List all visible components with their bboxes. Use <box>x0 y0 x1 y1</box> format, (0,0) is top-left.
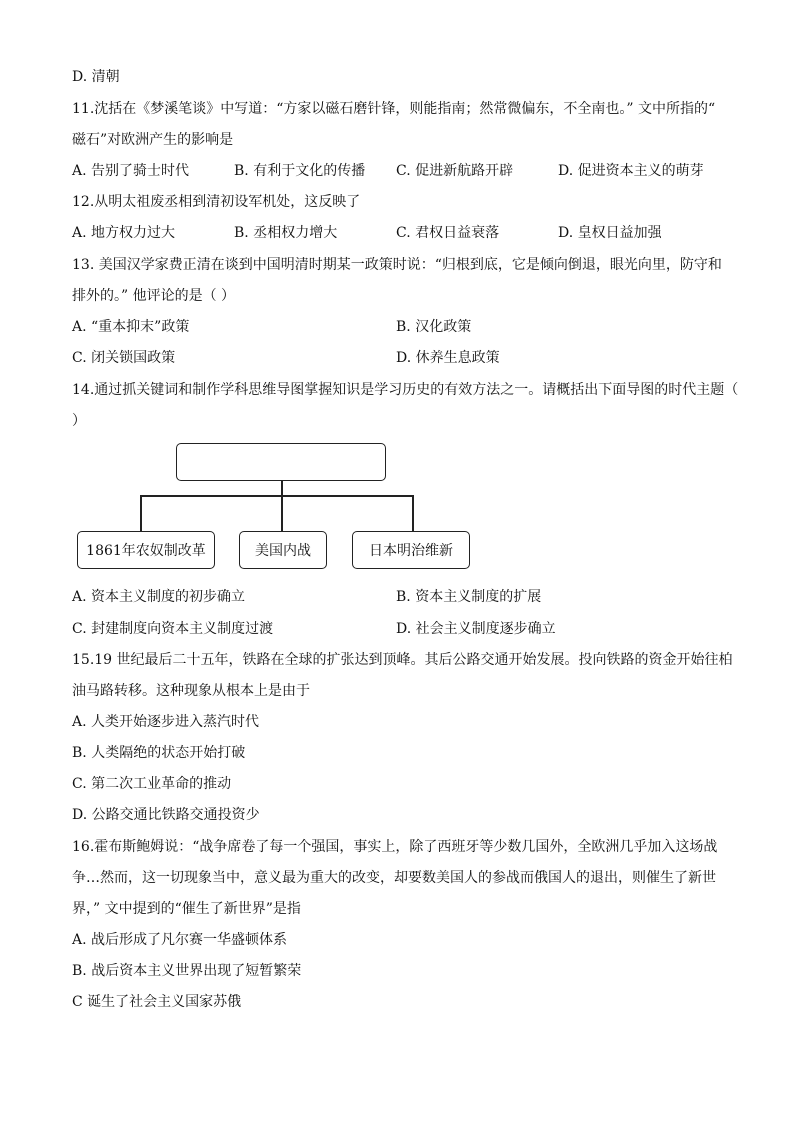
mindmap-left-drop <box>140 495 142 531</box>
q15-stem-line1: 15.19 世纪最后二十五年，铁路在全球的扩张达到顶峰。其后公路交通开始发展。投向铁路的资金开始往柏 <box>72 652 733 668</box>
q13-option-a: A. “重本抑末”政策 <box>72 319 190 335</box>
q12-option-d: D. 皇权日益加强 <box>558 225 662 241</box>
q14-option-a: A. 资本主义制度的初步确立 <box>72 589 246 605</box>
q14-stem-line2: ） <box>72 413 86 429</box>
q15-option-d: D. 公路交通比铁路交通投资少 <box>72 807 260 823</box>
q14-option-b: B. 资本主义制度的扩展 <box>396 589 542 605</box>
q13-option-c: C. 闭关锁国政策 <box>72 350 176 366</box>
q16-option-c: C 诞生了社会主义国家苏俄 <box>72 994 242 1010</box>
q13-stem-line1: 13. 美国汉学家费正清在谈到中国明清时期某一政策时说：“归根到底，它是倾向倒退，眼光向里，防守和 <box>72 257 722 273</box>
mindmap-node-us-civil-war: 美国内战 <box>239 531 327 569</box>
q13-option-d: D. 休养生息政策 <box>396 350 500 366</box>
q16-stem-line1: 16.霍布斯鲍姆说：“战争席卷了每一个强国，事实上，除了西班牙等少数几国外，全欧洲几乎加入这场战 <box>72 839 718 855</box>
q15-option-b: B. 人类隔绝的状态开始打破 <box>72 745 246 761</box>
mindmap-branch-connector <box>140 495 413 497</box>
q11-option-b: B. 有利于文化的传播 <box>234 163 366 179</box>
mindmap-node-serf-reform: 1861年农奴制改革 <box>77 531 215 569</box>
q15-option-c: C. 第二次工业革命的推动 <box>72 776 232 792</box>
mindmap-theme-box <box>176 443 386 481</box>
q11-stem-line1: 11.沈括在《梦溪笔谈》中写道：“方家以磁石磨针锋，则能指南；然常微偏东，不全南也。” 文中所指的“ <box>72 101 716 117</box>
q15-option-a: A. 人类开始逐步进入蒸汽时代 <box>72 714 260 730</box>
q16-stem-line3: 界，” 文中提到的“催生了新世界”是指 <box>72 901 301 917</box>
q11-stem-line2: 磁石”对欧洲产生的影响是 <box>72 132 234 148</box>
q14-option-c: C. 封建制度向资本主义制度过渡 <box>72 621 274 637</box>
q11-option-a: A. 告别了骑士时代 <box>72 163 190 179</box>
q14-option-d: D. 社会主义制度逐步确立 <box>396 621 556 637</box>
q16-stem-line2: 争…然而，这一切现象当中，意义最为重大的改变，却要数美国人的参战而俄国人的退出，则催生了新世 <box>72 870 716 886</box>
mindmap-stem-connector <box>281 481 283 496</box>
mindmap-middle-drop <box>281 495 283 531</box>
q11-option-c: C. 促进新航路开辟 <box>396 163 514 179</box>
q11-option-d: D. 促进资本主义的萌芽 <box>558 163 704 179</box>
mindmap-node-meiji-restoration: 日本明治维新 <box>352 531 470 569</box>
q14-stem-line1: 14.通过抓关键词和制作学科思维导图掌握知识是学习历史的有效方法之一。请概括出下面导图的时代主题（ <box>72 382 739 398</box>
q15-stem-line2: 油马路转移。这种现象从根本上是由于 <box>72 683 310 699</box>
q13-stem-line2: 排外的。” 他评论的是（ ） <box>72 288 236 304</box>
q16-option-b: B. 战后资本主义世界出现了短暂繁荣 <box>72 963 302 979</box>
q12-option-a: A. 地方权力过大 <box>72 225 176 241</box>
q13-option-b: B. 汉化政策 <box>396 319 472 335</box>
q16-option-a: A. 战后形成了凡尔赛一华盛顿体系 <box>72 932 288 948</box>
q12-option-b: B. 丞相权力增大 <box>234 225 338 241</box>
q12-stem: 12.从明太祖废丞相到清初设军机处，这反映了 <box>72 194 361 210</box>
q12-option-c: C. 君权日益衰落 <box>396 225 500 241</box>
mindmap-right-drop <box>412 495 414 531</box>
q10-option-d: D. 清朝 <box>72 69 120 85</box>
